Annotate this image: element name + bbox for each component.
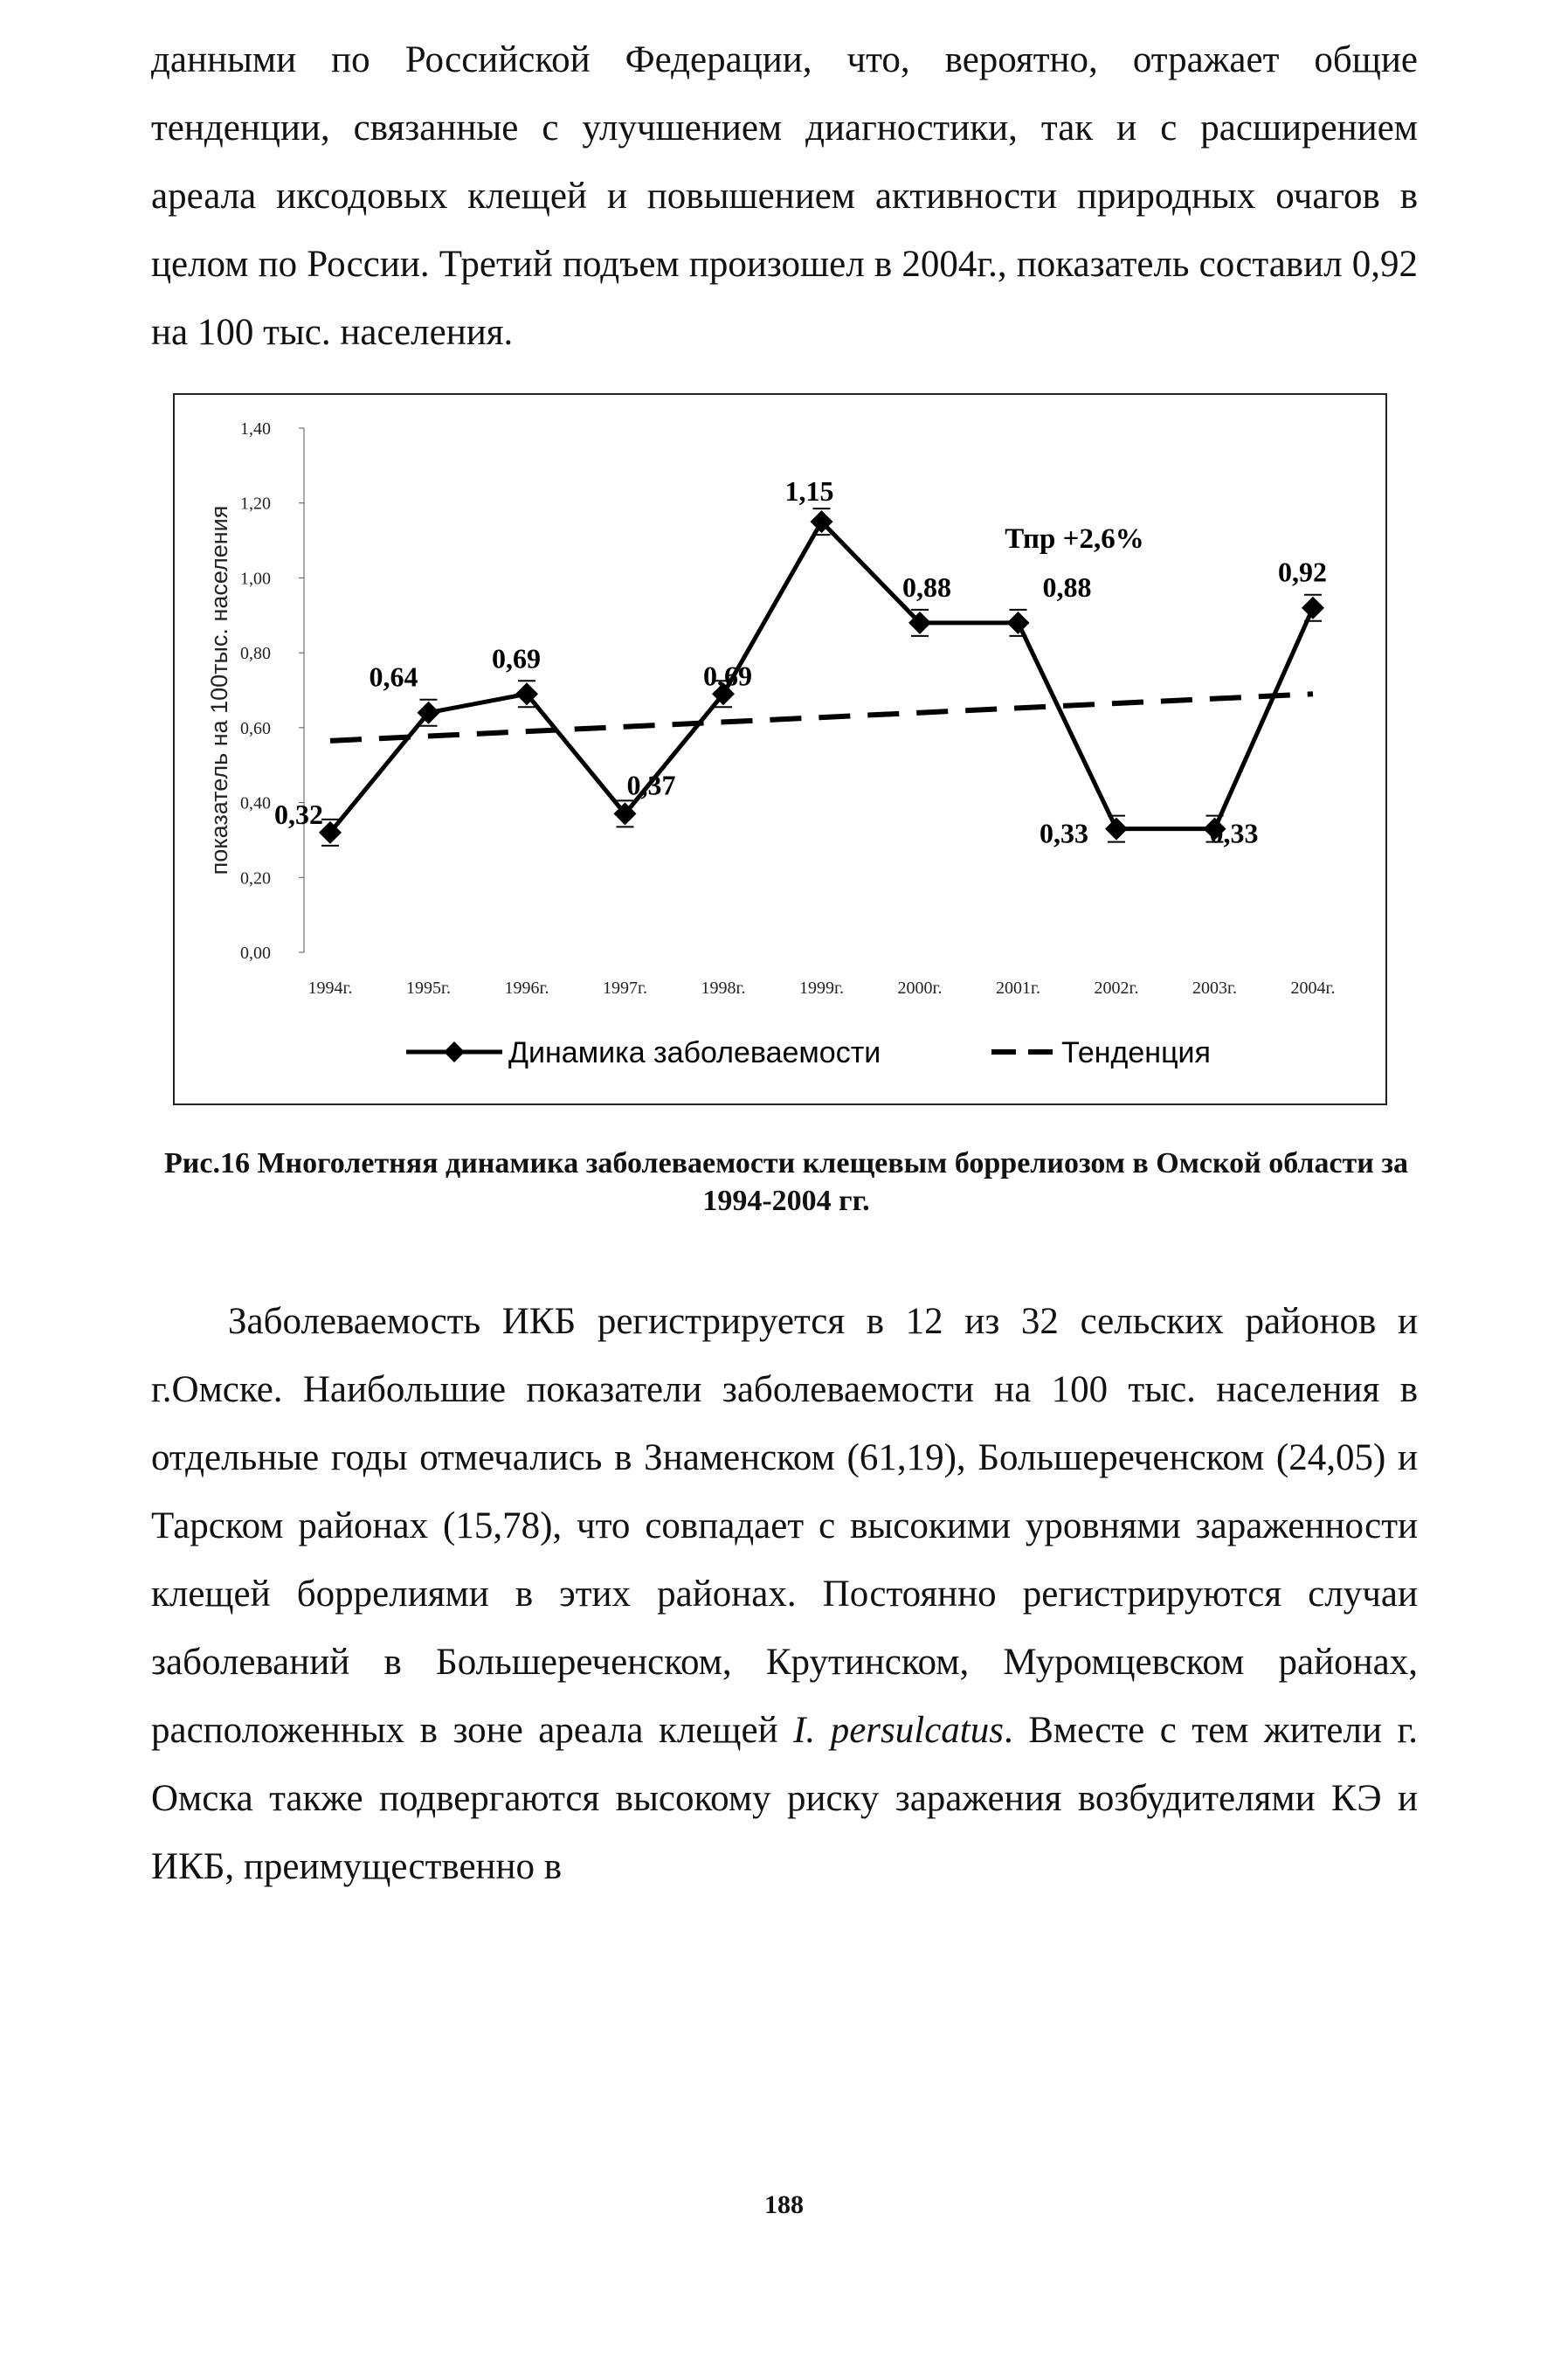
data-point-marker <box>1105 818 1128 841</box>
data-label: 0,69 <box>703 660 752 692</box>
y-tick-label: 0,20 <box>240 868 271 889</box>
y-tick-label: 0,00 <box>240 944 271 963</box>
x-tick-label: 1998г. <box>701 979 746 998</box>
series-line <box>330 522 1313 833</box>
data-label: 0,69 <box>492 642 541 674</box>
paragraph-bottom-text-1: Заболеваемость ИКБ регистрируется в 12 из 32 сельских районов и г.Омске. Наибольшие показатели заболеваемости на 100 тыс. населения в отдельные годы отмечались в Знаменском (61,19), Большереченском (24,05) и Тарском районах (15,78), что совпадает с высокими уровнями зараженности клещей боррелиями в этих районах. Постоянно регистрируются случаи заболеваний в Большереченском, Крутинском, Муромцевском районах, расположенных в зоне ареала клещей <box>151 1301 1418 1751</box>
data-label: 0,92 <box>1278 556 1327 588</box>
line-chart <box>175 395 1389 1107</box>
trend-line <box>330 694 1313 741</box>
data-label: 0,33 <box>1209 817 1259 849</box>
y-tick-label: 1,20 <box>240 494 271 514</box>
x-tick-label: 1996г. <box>504 979 549 998</box>
y-tick-label: 1,00 <box>240 569 271 589</box>
legend-label-trend: Тенденция <box>1061 1036 1211 1069</box>
data-point-marker <box>1302 597 1324 619</box>
trend-annotation: Тпр +2,6% <box>1005 523 1144 555</box>
data-label: 0,64 <box>369 661 418 693</box>
y-tick-label: 0,40 <box>240 793 271 813</box>
y-axis-title: показатель на 100тыс. населения <box>206 505 232 875</box>
page-number: 188 <box>764 2190 804 2219</box>
data-label: 1,15 <box>784 475 834 508</box>
x-tick-label: 1997г. <box>603 979 647 998</box>
legend-marker-series <box>444 1041 465 1062</box>
paragraph-top: данными по Российской Федерации, что, вероятно, отражает общие тенденции, связанные с улучшением диагностики, так и с расширением ареала иксодовых клещей и повышением активности природных очагов в целом по России. Третий подъем произошел в 2004г., показатель составил 0,92 на 100 тыс. населения. <box>151 39 1418 353</box>
data-point-marker <box>1007 612 1030 634</box>
x-tick-label: 2000г. <box>897 979 943 998</box>
paragraph-bottom <box>151 1288 1418 1901</box>
x-tick-label: 2003г. <box>1192 979 1237 998</box>
x-tick-label: 1999г. <box>799 979 844 998</box>
paragraph-bottom-text-2: . Вместе с тем жители г. Омска также подвергаются высокому риску заражения возбудителями КЭ и ИКБ, преимущественно в <box>151 1710 1418 1887</box>
y-tick-label: 0,60 <box>240 718 271 738</box>
data-label: 0,32 <box>274 798 323 830</box>
x-tick-label: 2004г. <box>1290 979 1336 998</box>
y-tick-label: 1,40 <box>240 419 271 439</box>
data-label: 0,88 <box>1042 571 1092 603</box>
data-label: 0,88 <box>902 571 951 603</box>
x-tick-label: 2001г. <box>996 979 1040 998</box>
x-tick-label: 1994г. <box>307 979 353 998</box>
legend-label-series: Динамика заболеваемости <box>508 1036 881 1069</box>
figure-chart <box>173 393 1387 1105</box>
x-tick-label: 1995г. <box>406 979 451 998</box>
data-label: 0,33 <box>1040 817 1088 849</box>
data-label: 0,37 <box>626 769 676 801</box>
y-tick-label: 0,80 <box>240 644 271 664</box>
species-name: I. persulcatus <box>793 1710 1004 1751</box>
x-tick-label: 2002г. <box>1094 979 1139 998</box>
figure-caption: Рис.16 Многолетняя динамика заболеваемости клещевым боррелиозом в Омской области за 1994-2004 гг. <box>164 1147 1408 1217</box>
